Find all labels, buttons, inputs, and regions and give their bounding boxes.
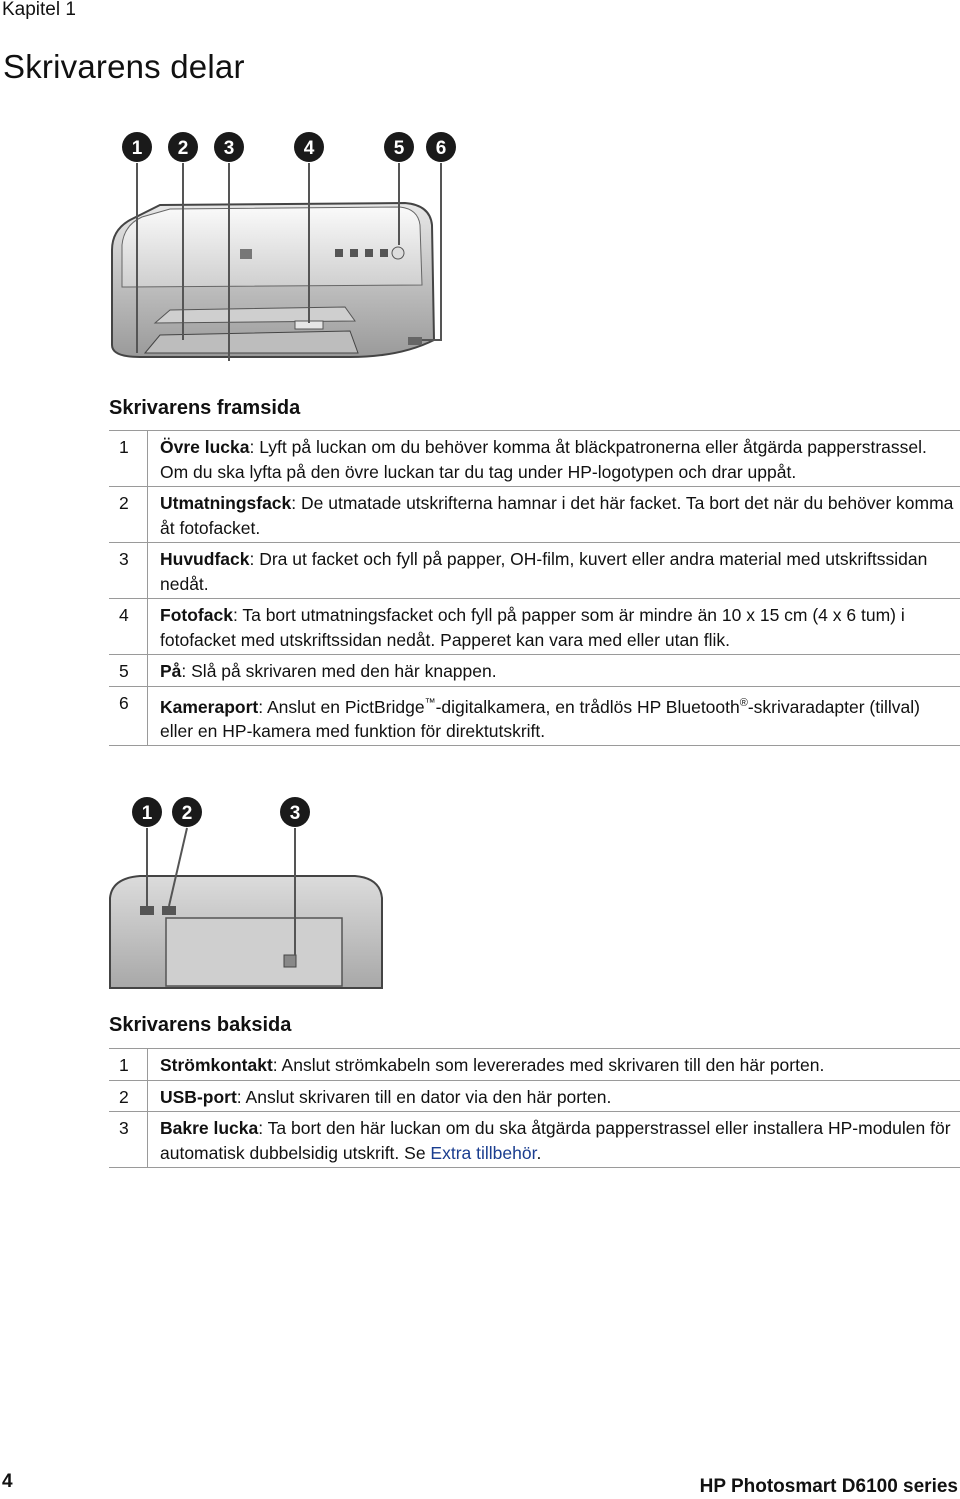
table-row: 3 Huvudfack: Dra ut facket och fyll på papper, OH-film, kuvert eller andra material med utskriftssidan nedåt. [109, 543, 960, 599]
back-callouts [132, 797, 310, 827]
footer-product-title: HP Photosmart D6100 series [699, 1476, 958, 1497]
back-section-heading: Skrivarens baksida [109, 1014, 292, 1036]
table-row: 3 Bakre lucka: Ta bort den här luckan om du ska åtgärda papperstrassel eller installera HP-modulen för automatisk dubbelsidig utskrift. Se Extra tillbehör. [109, 1112, 960, 1168]
page-title: Skrivarens delar [3, 48, 245, 85]
front-callouts [122, 132, 456, 162]
printer-front-illustration [100, 125, 465, 370]
callout-2: 2 [177, 138, 189, 159]
table-row: 2 Utmatningsfack: De utmatade utskrifterna hamnar i det här facket. Ta bort det när du behöver komma åt fotofacket. [109, 487, 960, 543]
printer-back-illustration [100, 790, 390, 995]
callout-4: 4 [303, 138, 315, 159]
page-number: 4 [2, 1471, 13, 1492]
table-row: 1 Strömkontakt: Anslut strömkabeln som levererades med skrivaren till den här porten. [109, 1049, 960, 1081]
callout-6: 6 [435, 138, 447, 159]
front-parts-table [109, 430, 960, 746]
extra-accessories-link[interactable]: Extra tillbehör [430, 1142, 537, 1163]
front-section-heading: Skrivarens framsida [109, 397, 301, 419]
callout-1: 1 [131, 138, 143, 159]
chapter-label: Kapitel 1 [2, 0, 76, 20]
table-row: 6 Kameraport: Anslut en PictBridge™-digitalkamera, en trådlös HP Bluetooth®-skrivaradapter (tillval) eller en HP-kamera med funktion för direktutskrift. [109, 686, 960, 746]
callout-3: 3 [223, 138, 235, 159]
table-row: 5 På: Slå på skrivaren med den här knappen. [109, 655, 960, 687]
back-parts-table [109, 1048, 960, 1168]
callout-2: 2 [181, 803, 193, 824]
table-row: 1 Övre lucka: Lyft på luckan om du behöver komma åt bläckpatronerna eller åtgärda papperstrassel. Om du ska lyfta på den övre luckan tar du tag under HP-logotypen och drar uppåt. [109, 431, 960, 487]
table-row: 2 USB-port: Anslut skrivaren till en dator via den här porten. [109, 1080, 960, 1112]
table-row: 4 Fotofack: Ta bort utmatningsfacket och fyll på papper som är mindre än 10 x 15 cm (4 x 6 tum) i fotofacket med utskriftssidan nedåt. Papperet kan vara med eller utan flik. [109, 599, 960, 655]
callout-3: 3 [289, 803, 301, 824]
callout-1: 1 [141, 803, 153, 824]
callout-5: 5 [393, 138, 405, 159]
